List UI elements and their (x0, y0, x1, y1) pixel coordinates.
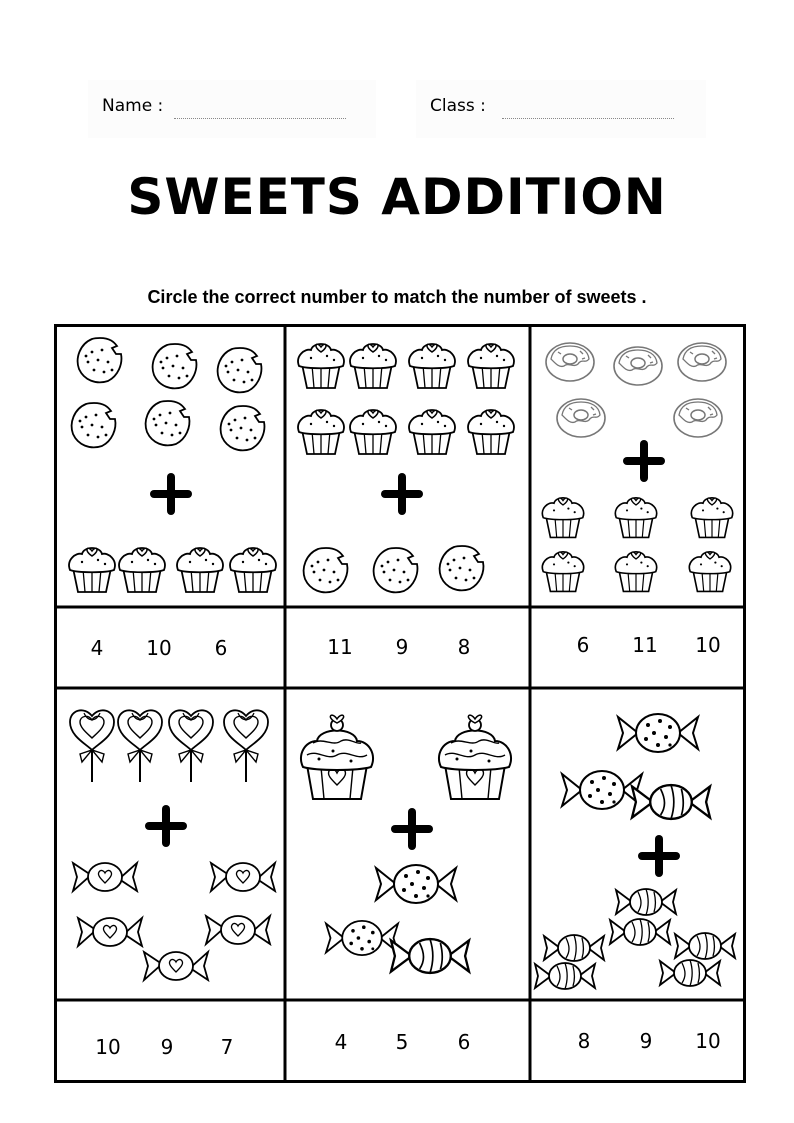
problem-1-picture (69, 338, 276, 592)
problem-3-picture (542, 343, 732, 591)
answer-option[interactable]: 9 (160, 1035, 174, 1059)
answer-option[interactable]: 6 (457, 1030, 471, 1054)
answer-option[interactable]: 8 (577, 1029, 591, 1053)
instruction-text: Circle the correct number to match the number of sweets . (147, 287, 647, 307)
problem-2-picture (298, 344, 514, 592)
answer-option[interactable]: 5 (395, 1030, 409, 1054)
answer-option[interactable]: 6 (214, 636, 228, 660)
answer-option[interactable]: 10 (695, 1029, 721, 1053)
answer-option[interactable]: 11 (632, 633, 658, 657)
answer-option[interactable]: 9 (639, 1029, 653, 1053)
answer-option[interactable]: 4 (90, 636, 104, 660)
answer-option[interactable]: 7 (220, 1035, 234, 1059)
problem-4-picture (70, 710, 275, 980)
class-label: Class : (430, 96, 486, 116)
answer-option[interactable]: 6 (576, 633, 590, 657)
answer-option[interactable]: 10 (95, 1035, 121, 1059)
name-label: Name : (102, 96, 164, 116)
answer-option[interactable]: 4 (334, 1030, 348, 1054)
worksheet-title: SWEETS ADDITION (127, 168, 667, 226)
answer-option[interactable]: 10 (146, 636, 172, 660)
answer-option[interactable]: 11 (327, 635, 353, 659)
answer-option[interactable]: 10 (695, 633, 721, 657)
problem-5-picture (301, 715, 511, 973)
answer-option[interactable]: 9 (395, 635, 409, 659)
problem-6-picture (535, 714, 735, 989)
answer-option[interactable]: 8 (457, 635, 471, 659)
